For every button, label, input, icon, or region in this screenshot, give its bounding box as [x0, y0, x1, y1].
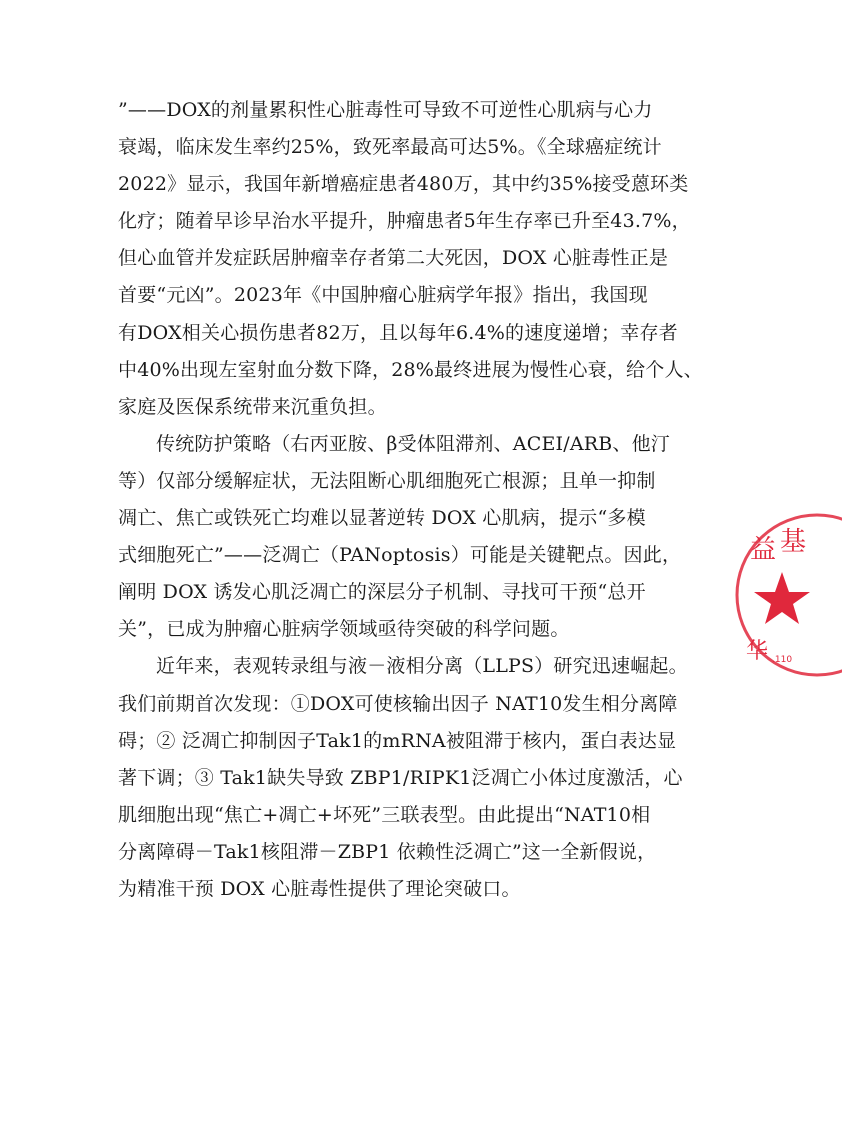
text-line: 分离障碍－Tak1核阻滞－ZBP1 依赖性泛凋亡”这一全新假说， — [118, 840, 657, 863]
text-line: 衰竭，临床发生率约25%，致死率最高可达5%。《全球癌症统计 — [118, 136, 662, 159]
seal-text: 基 — [780, 527, 807, 557]
text-line: 碍；② 泛凋亡抑制因子Tak1的mRNA被阻滞于核内，蛋白表达显 — [118, 729, 677, 752]
text-line: 著下调；③ Tak1缺失导致 ZBP1/RIPK1泛凋亡小体过度激活，心 — [118, 766, 683, 789]
paragraph-1 — [118, 92, 703, 426]
text-line: 我们前期首次发现：①DOX可使核输出因子 NAT10发生相分离障 — [118, 692, 678, 715]
text-line: 近年来，表观转录组与液－液相分离（LLPS）研究迅速崛起。 — [156, 655, 688, 678]
seal-text: 益 — [750, 535, 777, 565]
text-line: ”——DOX的剂量累积性心脏毒性可导致不可逆性心肌病与心力 — [118, 99, 653, 121]
text-line: 式细胞死亡”——泛凋亡（PANoptosis）可能是关键靶点。因此， — [118, 544, 682, 567]
text-line: 化疗；随着早诊早治水平提升，肿瘤患者5年生存率已升至43.7%， — [118, 210, 691, 233]
text-line: 关”，已成为肿瘤心脏病学领域亟待突破的科学问题。 — [118, 618, 570, 641]
seal-star-icon — [754, 572, 810, 624]
text-line: 家庭及医保系统带来沉重负担。 — [118, 395, 387, 418]
text-line: 2022》显示，我国年新增癌症患者480万，其中约35%接受蒽环类 — [118, 173, 689, 196]
text-line: 有DOX相关心损伤患者82万，且以每年6.4%的速度递增；幸存者 — [118, 321, 678, 344]
text-line: 等）仅部分缓解症状，无法阻断心肌细胞死亡根源；且单一抑制 — [118, 469, 656, 492]
official-seal — [722, 500, 842, 690]
text-line: 中40%出现左室射血分数下降，28%最终进展为慢性心衰，给个人、 — [118, 358, 703, 381]
text-line: 肌细胞出现“焦亡+凋亡+坏死”三联表型。由此提出“NAT10相 — [118, 803, 651, 826]
seal-number: .110 — [772, 655, 793, 665]
text-line: 为精准干预 DOX 心脏毒性提供了理论突破口。 — [118, 877, 521, 900]
body-text — [118, 92, 703, 908]
text-line: 凋亡、焦亡或铁死亡均难以显著逆转 DOX 心肌病，提示“多模 — [118, 507, 646, 530]
text-line: 首要“元凶”。2023年《中国肿瘤心脏病学年报》指出，我国现 — [118, 284, 648, 307]
seal-text: 华 — [746, 639, 769, 664]
text-line: 阐明 DOX 诱发心肌泛凋亡的深层分子机制、寻找可干预“总开 — [118, 581, 646, 604]
text-line: 传统防护策略（右丙亚胺、β受体阻滞剂、ACEI/ARB、他汀 — [156, 432, 671, 455]
paragraph-2 — [118, 426, 688, 649]
paragraph-3 — [118, 648, 688, 908]
seal-graphic — [722, 500, 842, 690]
text-line: 但心血管并发症跃居肿瘤幸存者第二大死因，DOX 心脏毒性正是 — [118, 247, 669, 270]
